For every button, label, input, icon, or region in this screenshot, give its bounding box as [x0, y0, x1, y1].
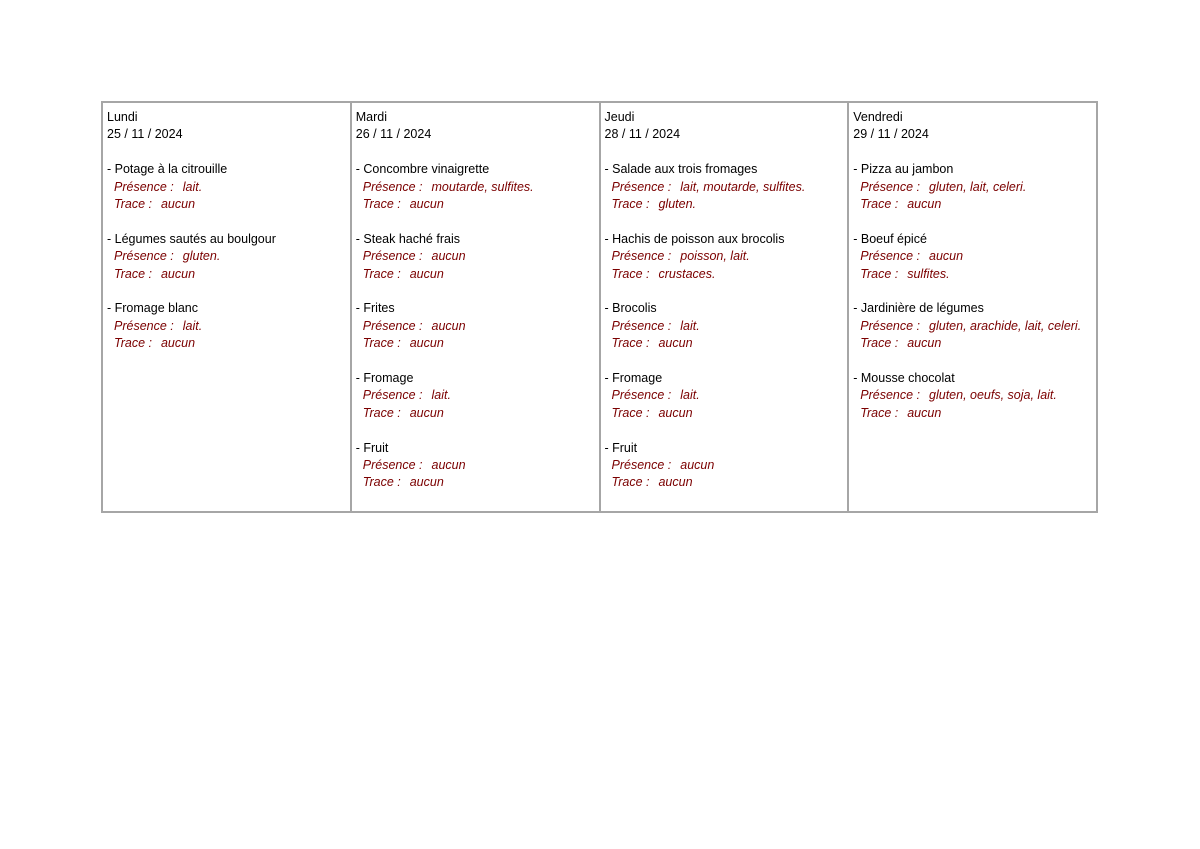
presence-line [853, 387, 1096, 404]
trace-value: gluten. [658, 197, 697, 212]
trace-label: Trace : [860, 405, 899, 420]
trace-value: crustaces. [658, 266, 716, 281]
dish-name: - Brocolis [604, 301, 657, 316]
day-column-mardi [352, 103, 601, 511]
trace-value: aucun [409, 266, 444, 281]
presence-label: Présence : [114, 249, 174, 264]
presence-line [356, 457, 599, 474]
presence-label: Présence : [362, 249, 423, 264]
dish-name: - Mousse chocolat [853, 371, 955, 386]
trace-value: aucun [409, 336, 444, 351]
presence-value: lait. [182, 179, 203, 194]
trace-label: Trace : [114, 266, 152, 281]
trace-line [356, 474, 599, 491]
presence-line [356, 318, 599, 335]
trace-line [356, 405, 599, 422]
presence-line [605, 457, 848, 474]
dish-item [107, 161, 350, 213]
trace-line [605, 405, 848, 422]
dish-name: - Fromage [355, 371, 414, 386]
presence-label: Présence : [860, 249, 921, 264]
presence-label: Présence : [860, 318, 921, 333]
trace-value: aucun [658, 475, 693, 490]
trace-label: Trace : [362, 405, 401, 420]
trace-label: Trace : [362, 197, 401, 212]
trace-value: aucun [160, 336, 196, 351]
trace-line [853, 196, 1096, 213]
trace-label: Trace : [611, 405, 650, 420]
presence-value: aucun [929, 249, 964, 264]
presence-line [605, 179, 848, 196]
dish-item [356, 300, 599, 352]
trace-line [356, 196, 599, 213]
presence-line [356, 248, 599, 265]
dish-name: - Fromage [604, 371, 663, 386]
dish-item [605, 440, 848, 492]
trace-line [356, 266, 599, 283]
presence-value: moutarde, sulfites. [431, 179, 534, 194]
dish-name: - Salade aux trois fromages [604, 162, 758, 177]
presence-value: lait. [182, 318, 203, 333]
presence-value: gluten, arachide, lait, celeri. [929, 318, 1082, 333]
trace-value: aucun [658, 405, 693, 420]
dish-item [605, 370, 848, 422]
dish-name: - Jardinière de légumes [853, 301, 984, 316]
trace-line [356, 335, 599, 352]
presence-line [605, 318, 848, 335]
presence-label: Présence : [362, 318, 423, 333]
dish-item [853, 231, 1096, 283]
dish-item [853, 161, 1096, 213]
trace-line [853, 405, 1096, 422]
presence-value: gluten, oeufs, soja, lait. [929, 388, 1057, 403]
presence-label: Présence : [362, 388, 423, 403]
presence-value: lait. [680, 318, 700, 333]
presence-label: Présence : [362, 458, 423, 473]
day-column-lundi [103, 103, 352, 511]
dish-name: - Frites [355, 301, 395, 316]
presence-line [853, 179, 1096, 196]
trace-line [107, 196, 350, 213]
day-date: 29 / 11 / 2024 [853, 127, 929, 142]
presence-line [853, 318, 1096, 335]
day-date: 25 / 11 / 2024 [107, 127, 183, 142]
trace-value: aucun [409, 405, 444, 420]
presence-line [107, 248, 350, 265]
trace-line [605, 266, 848, 283]
trace-label: Trace : [860, 336, 899, 351]
trace-line [605, 474, 848, 491]
dish-item [107, 300, 350, 352]
presence-line [605, 248, 848, 265]
trace-value: aucun [409, 197, 444, 212]
trace-line [605, 196, 848, 213]
dish-item [605, 231, 848, 283]
presence-label: Présence : [611, 458, 672, 473]
trace-value: aucun [907, 336, 942, 351]
trace-line [853, 335, 1096, 352]
trace-label: Trace : [362, 336, 401, 351]
presence-value: gluten. [182, 249, 221, 264]
trace-label: Trace : [114, 197, 152, 212]
trace-line [107, 266, 350, 283]
presence-value: lait. [680, 388, 700, 403]
trace-label: Trace : [362, 475, 401, 490]
presence-value: gluten, lait, celeri. [929, 179, 1027, 194]
trace-line [853, 266, 1096, 283]
trace-value: sulfites. [907, 266, 950, 281]
trace-label: Trace : [860, 197, 899, 212]
trace-value: aucun [160, 197, 196, 212]
dish-name: - Steak haché frais [355, 231, 460, 246]
dish-item [107, 231, 350, 283]
presence-line [107, 318, 350, 335]
presence-label: Présence : [860, 179, 921, 194]
presence-line [853, 248, 1096, 265]
dish-item [356, 161, 599, 213]
day-date: 28 / 11 / 2024 [604, 127, 681, 142]
dish-item [853, 370, 1096, 422]
dish-item [853, 300, 1096, 352]
trace-label: Trace : [611, 197, 650, 212]
trace-line [107, 335, 350, 352]
trace-value: aucun [907, 405, 942, 420]
presence-label: Présence : [611, 318, 672, 333]
presence-value: aucun [431, 318, 466, 333]
presence-line [605, 387, 848, 404]
dish-name: - Fruit [604, 440, 638, 455]
dish-name: - Fruit [355, 440, 389, 455]
presence-label: Présence : [362, 179, 423, 194]
day-name: Vendredi [853, 110, 903, 124]
trace-label: Trace : [611, 475, 650, 490]
day-column-vendredi [849, 103, 1096, 511]
presence-value: lait, moutarde, sulfites. [680, 179, 806, 194]
dish-name: - Hachis de poisson aux brocolis [604, 231, 785, 246]
presence-label: Présence : [114, 318, 174, 333]
dish-item [356, 440, 599, 492]
dish-name: - Légumes sautés au boulgour [107, 231, 276, 246]
presence-label: Présence : [611, 388, 672, 403]
dish-name: - Potage à la citrouille [107, 162, 228, 177]
trace-line [605, 335, 848, 352]
dish-item [356, 231, 599, 283]
trace-value: aucun [658, 336, 693, 351]
day-name: Lundi [107, 110, 138, 124]
trace-label: Trace : [611, 266, 650, 281]
dish-name: - Fromage blanc [107, 301, 199, 316]
day-column-jeudi [601, 103, 850, 511]
dish-name: - Pizza au jambon [853, 162, 954, 177]
presence-value: poisson, lait. [680, 249, 750, 264]
dish-item [356, 370, 599, 422]
dish-name: - Boeuf épicé [853, 231, 927, 246]
trace-label: Trace : [114, 336, 152, 351]
presence-value: aucun [431, 458, 466, 473]
day-date: 26 / 11 / 2024 [355, 127, 432, 142]
presence-value: aucun [431, 249, 466, 264]
day-name: Mardi [355, 110, 388, 124]
day-name: Jeudi [604, 110, 635, 124]
presence-label: Présence : [860, 388, 921, 403]
dish-item [605, 300, 848, 352]
trace-value: aucun [160, 266, 196, 281]
trace-label: Trace : [860, 266, 899, 281]
dish-name: - Concombre vinaigrette [355, 162, 490, 177]
presence-line [107, 179, 350, 196]
dish-item [605, 161, 848, 213]
presence-label: Présence : [611, 249, 672, 264]
trace-value: aucun [907, 197, 942, 212]
presence-label: Présence : [114, 179, 174, 194]
trace-value: aucun [409, 475, 444, 490]
presence-value: aucun [680, 458, 715, 473]
weekly-menu-table [101, 101, 1098, 513]
presence-line [356, 387, 599, 404]
presence-label: Présence : [611, 179, 672, 194]
trace-label: Trace : [611, 336, 650, 351]
trace-label: Trace : [362, 266, 401, 281]
presence-value: lait. [431, 388, 451, 403]
presence-line [356, 179, 599, 196]
